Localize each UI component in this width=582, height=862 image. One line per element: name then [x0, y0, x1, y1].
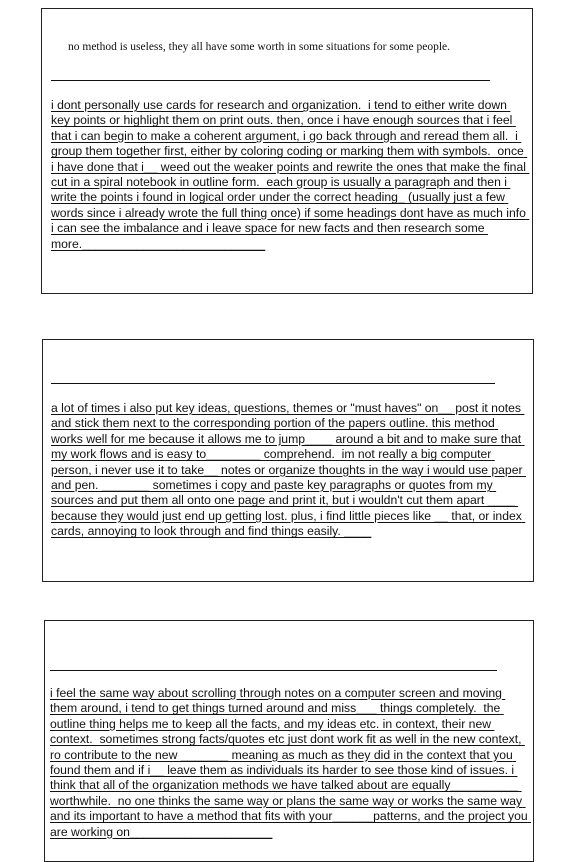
card-1-body-text: i dont personally use cards for research and organization. i tend to either write down key points or highlight them on print outs. then, once i have enough sources that i feel that i can begin to make a coherent argument, i go back through and reread them all. i group them together first, either by coloring coding or marking them with symbols. once i have done that i__ weed out the weaker points and rewrite the ones that make the final cut in a spiral notebook in outline form. each group is usually a paragraph and then i write the points i found in logical order under the correct heading_ (usually just a few words since i already wrote the full thing once) if some headings dont have as much info i can see the imbalance and i leave space for new facts and then research some more.___________________________: [51, 98, 530, 251]
card-1-title-rule: [51, 80, 490, 81]
card-1-heading: no method is useless, they all have some worth in some situations for some people.: [68, 41, 450, 53]
note-card-3-left-edge: [44, 620, 45, 862]
card-2-title-rule: [51, 383, 495, 384]
card-3-title-rule: [50, 670, 497, 671]
card-3-body-text: i feel the same way about scrolling through notes on a computer screen and moving them around, i tend to get things turned around and miss___ things completely. the outline thing helps me to keep all the facts, and my ideas etc. in context, their new context. sometimes strong facts/quotes etc just dont work fit as well in the new context, ro contribute to the new _______ meaning as much as they did in the context that you found them and if i__ leave them as individuals its harder to see those kind of issues. i think that all of the organization methods we have talked about are equally__________ worthwhile. no one thinks the same way or plans the same way or works the same way and its important to have a method that fits with your______patterns, and the project you are working on_____________________: [50, 686, 532, 839]
note-card-2-left-edge: [42, 339, 43, 582]
note-card-1-left-edge: [41, 8, 42, 294]
card-2-body-text: a lot of times i also put key ideas, questions, themes or "must haves" on__ post it notes and stick them next to the corresponding portion of the papers outline. this method works well for me because it allows me to jump____ around a bit and to make sure that my work flows and is easy to________ comprehend. im not really a big computer person, i never use it to take__ notes or organize thoughts in the way i would use paper and pen. _______ sometimes i copy and paste key paragraphs or quotes from my sources and put them all onto one page and print it, but i wouldn't cut them apart ____ because they would just end up getting lost. plus, i find little pieces like __ that, or index cards, annoying to look through and find things easily. ____: [51, 401, 526, 539]
